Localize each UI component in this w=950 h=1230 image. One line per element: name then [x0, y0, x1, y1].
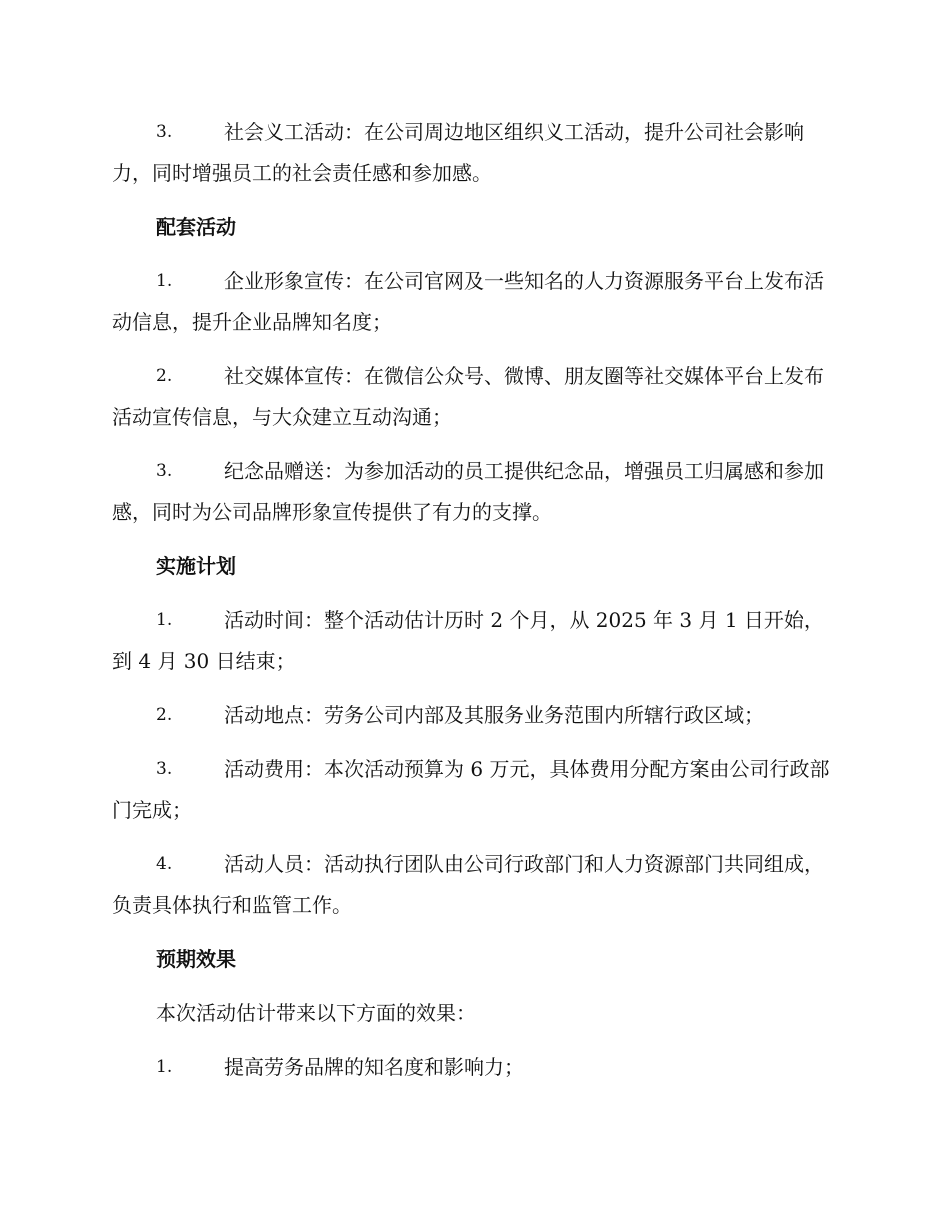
list-text: 活动时间：整个活动估计历时 2 个月，从 2025 年 3 月 1 日开始，到 4 月 30 日结束； [112, 608, 824, 673]
list-item [112, 451, 832, 533]
list-text: 企业形象宣传：在公司官网及一些知名的人力资源服务平台上发布活动信息，提升企业品牌知名度； [112, 269, 824, 334]
list-number: 4. [156, 854, 173, 874]
list-text: 活动费用：本次活动预算为 6 万元，具体费用分配方案由公司行政部门完成； [112, 757, 830, 822]
effect-intro: 本次活动估计带来以下方面的效果： [156, 1001, 476, 1025]
list-text: 社会义工活动：在公司周边地区组织义工活动，提升公司社会影响力，同时增强员工的社会责任感和参加感。 [112, 120, 804, 185]
list-number: 1. [156, 1057, 173, 1077]
list-number: 1. [156, 271, 173, 291]
section-heading-plan: 实施计划 [156, 554, 236, 578]
list-item [112, 695, 832, 736]
list-text: 活动地点：劳务公司内部及其服务业务范围内所辖行政区域； [224, 703, 764, 727]
list-item [112, 1047, 832, 1088]
list-text: 提高劳务品牌的知名度和影响力； [224, 1055, 524, 1079]
list-text: 纪念品赠送：为参加活动的员工提供纪念品，增强员工归属感和参加感，同时为公司品牌形象宣传提供了有力的支撑。 [112, 459, 824, 524]
list-number: 1. [156, 610, 173, 630]
list-item [112, 844, 832, 926]
list-number: 3. [156, 759, 173, 779]
list-item [112, 261, 832, 343]
list-number: 2. [156, 705, 173, 725]
list-number: 3. [156, 122, 173, 142]
list-item [112, 112, 832, 194]
list-item [112, 600, 832, 682]
section-heading-support: 配套活动 [156, 215, 236, 239]
list-item [112, 749, 832, 831]
section-heading-effect: 预期效果 [156, 947, 236, 971]
list-text: 社交媒体宣传：在微信公众号、微博、朋友圈等社交媒体平台上发布活动宣传信息，与大众建立互动沟通； [112, 364, 824, 429]
document-page [112, 112, 832, 1101]
list-item [112, 356, 832, 438]
list-number: 2. [156, 366, 173, 386]
list-number: 3. [156, 461, 173, 481]
list-text: 活动人员：活动执行团队由公司行政部门和人力资源部门共同组成，负责具体执行和监管工作。 [112, 852, 824, 917]
